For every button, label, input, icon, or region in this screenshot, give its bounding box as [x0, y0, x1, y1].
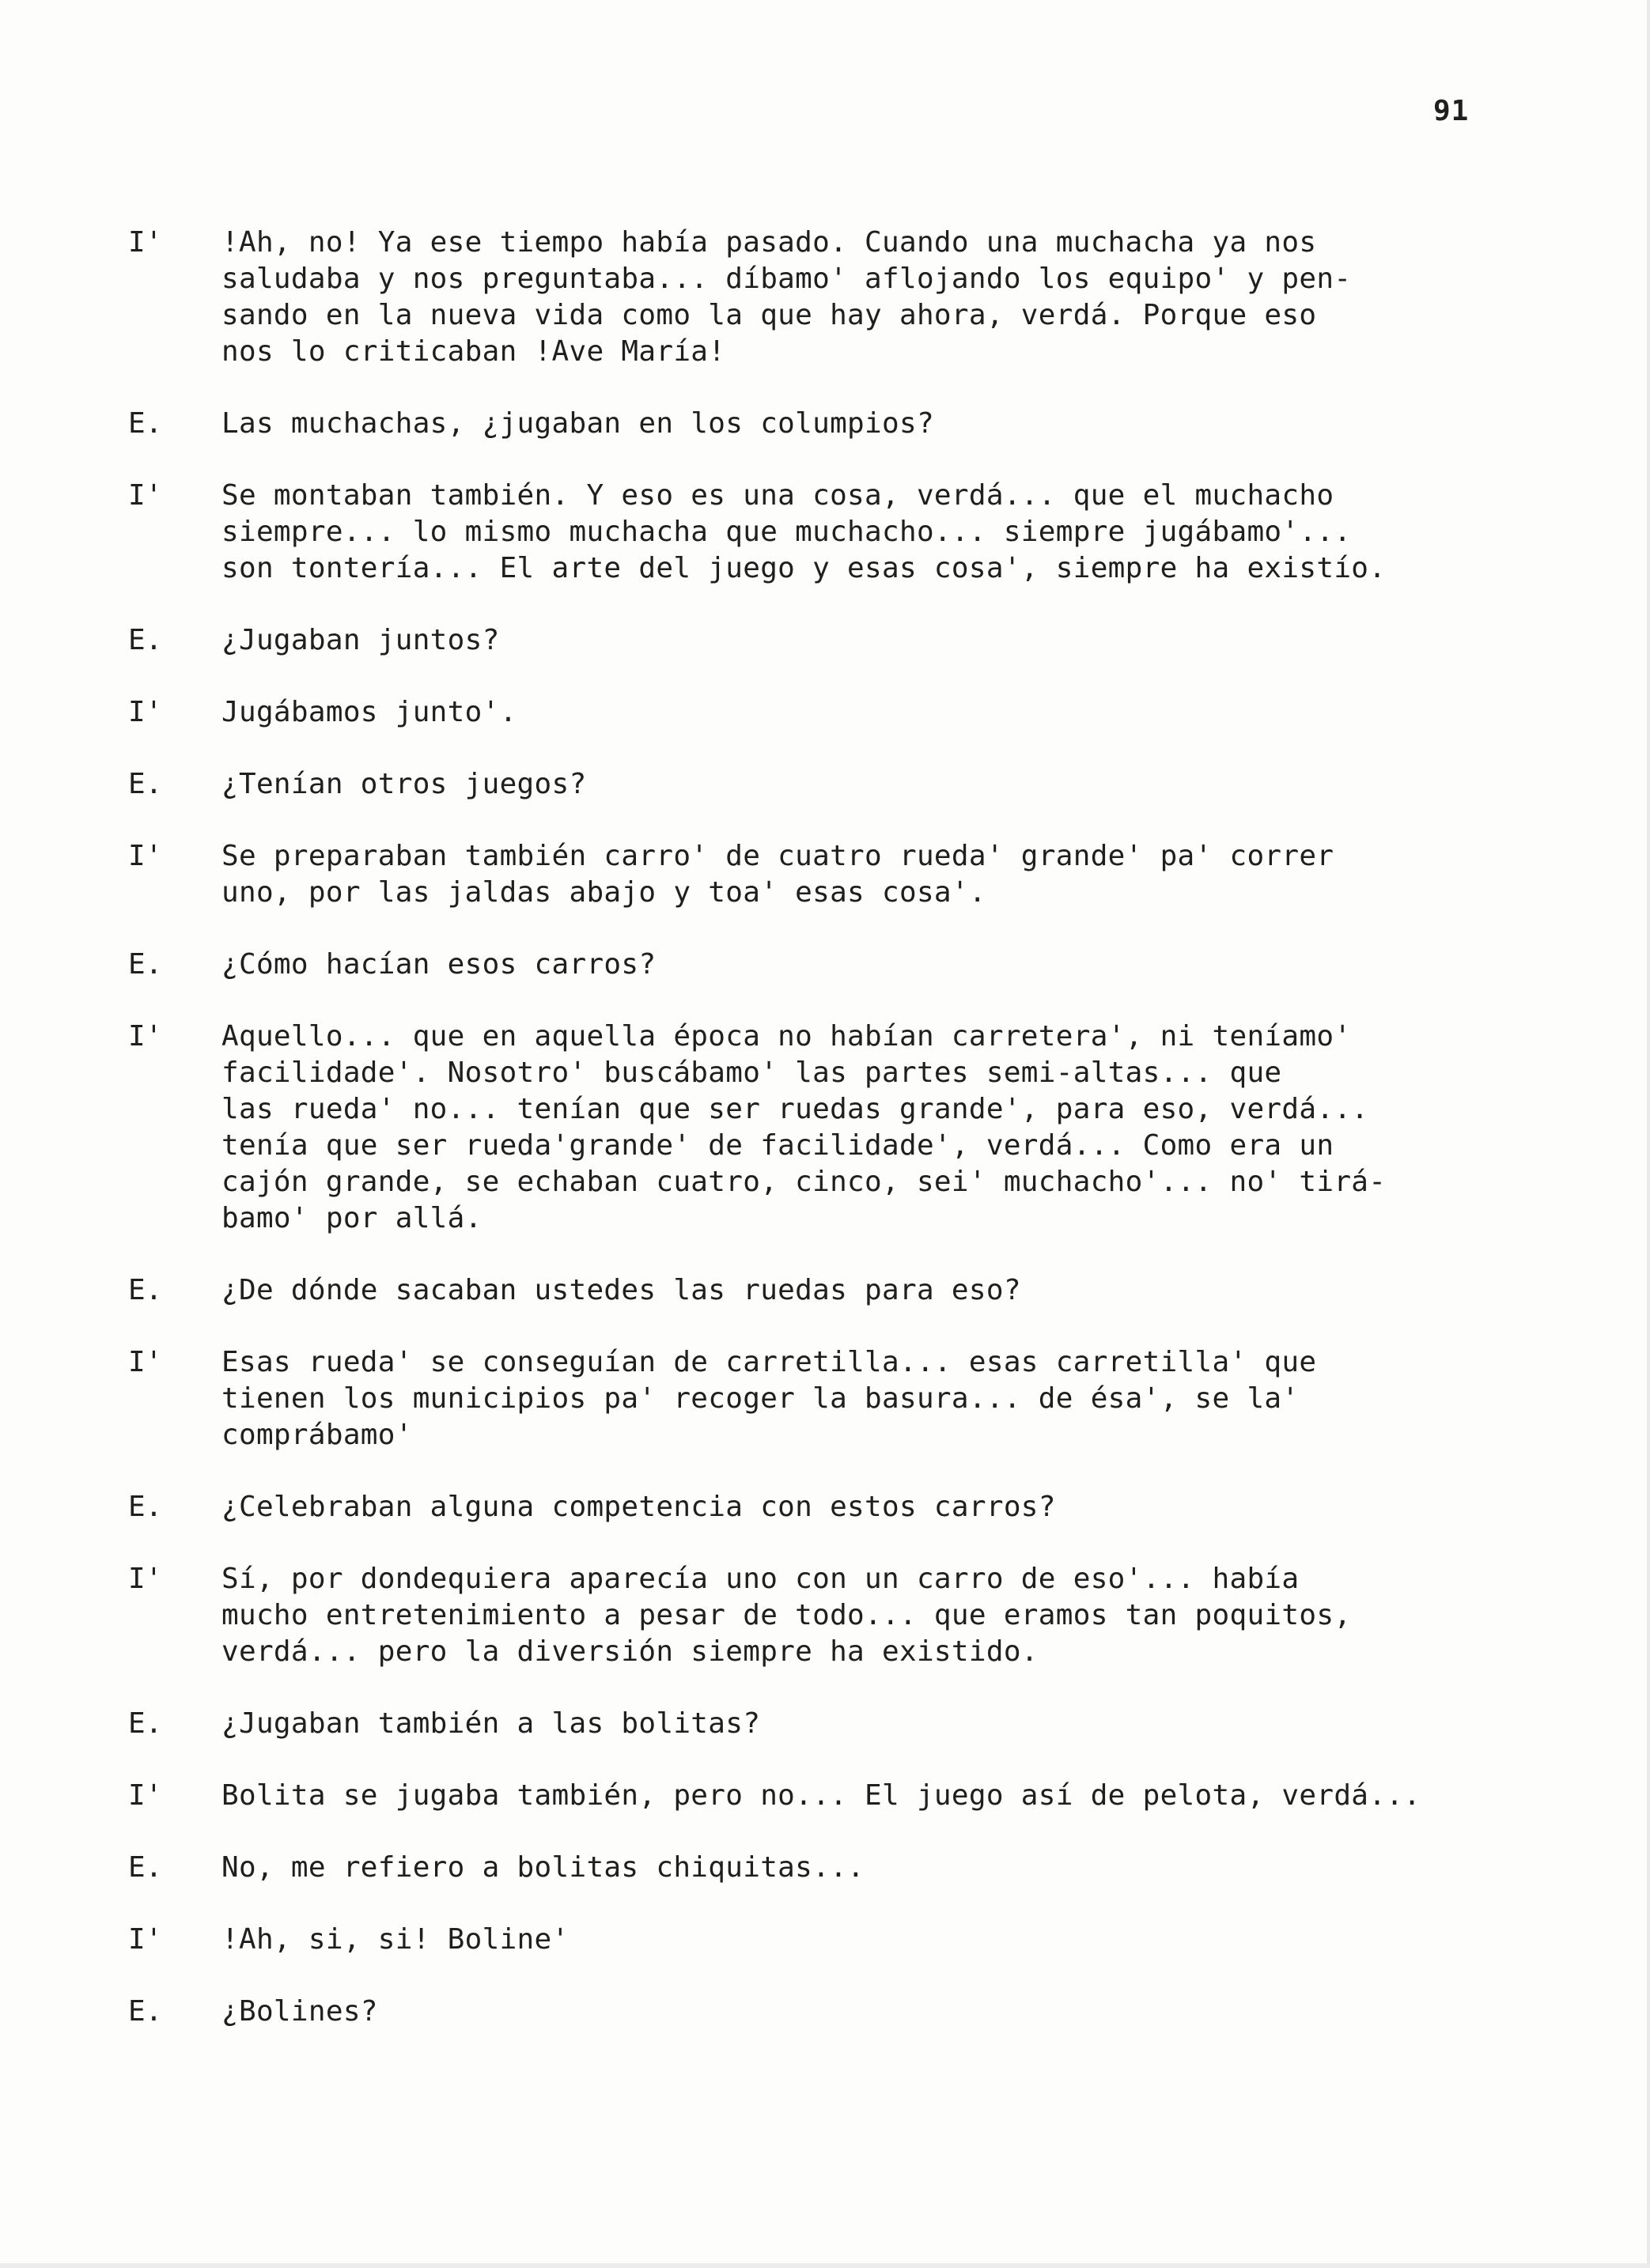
speaker-label: E.	[128, 1707, 163, 1740]
text-line: nos lo criticaban !Ave María!	[221, 335, 726, 368]
speaker-label: I'	[128, 840, 163, 872]
dialogue-turn	[128, 947, 1489, 983]
text-line: ¿Bolines?	[221, 1995, 378, 2028]
text-line: mucho entretenimiento a pesar de todo... que eramos tan poquitos,	[221, 1599, 1352, 1631]
text-line: comprábamo'	[221, 1419, 413, 1451]
speaker-label: I'	[128, 226, 163, 259]
text-line: Las muchachas, ¿jugaban en los columpios?	[221, 407, 934, 440]
dialogue-turn	[128, 838, 1489, 911]
dialogue-turn	[128, 1019, 1489, 1237]
text-line: Jugábamos junto'.	[221, 696, 517, 728]
text-line: saludaba y nos preguntaba... díbamo' aflojando los equipo' y pen-	[221, 263, 1352, 295]
speaker-label: E.	[128, 1274, 163, 1306]
speaker-label: I'	[128, 1346, 163, 1378]
text-line: facilidade'. Nosotro' buscábamo' las partes semi-altas... que	[221, 1057, 1282, 1089]
dialogue-turn	[128, 1561, 1489, 1670]
page-number: 91	[1433, 95, 1470, 127]
text-line: Esas rueda' se conseguían de carretilla... esas carretilla' que	[221, 1346, 1317, 1378]
utterance-text	[221, 947, 1489, 983]
text-line: sando en la nueva vida como la que hay ahora, verdá. Porque eso	[221, 299, 1317, 331]
dialogue-turn	[128, 1272, 1489, 1309]
text-line: ¿Jugaban juntos?	[221, 624, 500, 656]
dialogue-turn	[128, 1922, 1489, 1958]
utterance-text	[221, 1706, 1489, 1742]
utterance-text	[221, 478, 1489, 587]
dialogue-turn	[128, 478, 1489, 587]
utterance-text	[221, 1561, 1489, 1670]
speaker-label: E.	[128, 407, 163, 440]
speaker-label: E.	[128, 624, 163, 656]
utterance-text	[221, 838, 1489, 911]
text-line: tienen los municipios pa' recoger la basura... de ésa', se la'	[221, 1382, 1300, 1415]
text-line: !Ah, no! Ya ese tiempo había pasado. Cuando una muchacha ya nos	[221, 226, 1317, 259]
dialogue-turn	[128, 225, 1489, 370]
text-line: Se preparaban también carro' de cuatro rueda' grande' pa' correr	[221, 840, 1334, 872]
speaker-label: I'	[128, 1563, 163, 1595]
utterance-text	[221, 406, 1489, 442]
speaker-label: E.	[128, 1851, 163, 1884]
text-line: verdá... pero la diversión siempre ha existido.	[221, 1635, 1039, 1668]
text-line: ¿De dónde sacaban ustedes las ruedas para eso?	[221, 1274, 1021, 1306]
utterance-text	[221, 1489, 1489, 1525]
text-line: uno, por las jaldas abajo y toa' esas cosa'.	[221, 876, 986, 909]
speaker-label: I'	[128, 1020, 163, 1053]
dialogue-turn	[128, 1489, 1489, 1525]
dialogue-turn	[128, 1850, 1489, 1886]
speaker-label: E.	[128, 1995, 163, 2028]
utterance-text	[221, 1850, 1489, 1886]
text-line: cajón grande, se echaban cuatro, cinco, sei' muchacho'... no' tirá-	[221, 1166, 1387, 1198]
text-line: Aquello... que en aquella época no habían carretera', ni teníamo'	[221, 1020, 1352, 1053]
text-line: tenía que ser rueda'grande' de facilidade', verdá... Como era un	[221, 1129, 1334, 1162]
text-line: ¿Cómo hacían esos carros?	[221, 948, 657, 981]
text-line: !Ah, si, si! Boline'	[221, 1923, 570, 1956]
text-line: siempre... lo mismo muchacha que muchacho... siempre jugábamo'...	[221, 516, 1352, 548]
speaker-label: E.	[128, 1491, 163, 1523]
text-line: No, me refiero a bolitas chiquitas...	[221, 1851, 865, 1884]
dialogue-turn	[128, 1994, 1489, 2030]
dialogue-turn	[128, 1706, 1489, 1742]
dialogue-turn	[128, 1344, 1489, 1453]
utterance-text	[221, 225, 1489, 370]
utterance-text	[221, 1994, 1489, 2030]
speaker-label: I'	[128, 1923, 163, 1956]
dialogue-turn	[128, 1778, 1489, 1814]
text-line: Bolita se jugaba también, pero no... El juego así de pelota, verdá...	[221, 1779, 1421, 1812]
utterance-text	[221, 1344, 1489, 1453]
utterance-text	[221, 1019, 1489, 1237]
utterance-text	[221, 766, 1489, 803]
utterance-text	[221, 694, 1489, 731]
speaker-label: I'	[128, 696, 163, 728]
text-line: ¿Jugaban también a las bolitas?	[221, 1707, 761, 1740]
dialogue-turn	[128, 766, 1489, 803]
utterance-text	[221, 1272, 1489, 1309]
scan-edge-right	[1647, 0, 1650, 2268]
utterance-text	[221, 1922, 1489, 1958]
interview-transcript	[128, 225, 1489, 2066]
speaker-label: E.	[128, 768, 163, 800]
text-line: ¿Tenían otros juegos?	[221, 768, 587, 800]
speaker-label: I'	[128, 1779, 163, 1812]
dialogue-turn	[128, 406, 1489, 442]
text-line: Se montaban también. Y eso es una cosa, verdá... que el muchacho	[221, 479, 1334, 512]
speaker-label: E.	[128, 948, 163, 981]
dialogue-turn	[128, 694, 1489, 731]
text-line: ¿Celebraban alguna competencia con estos carros?	[221, 1491, 1056, 1523]
speaker-label: I'	[128, 479, 163, 512]
text-line: Sí, por dondequiera aparecía uno con un carro de eso'... había	[221, 1563, 1300, 1595]
utterance-text	[221, 622, 1489, 659]
dialogue-turn	[128, 622, 1489, 659]
text-line: son tontería... El arte del juego y esas cosa', siempre ha existío.	[221, 552, 1387, 584]
utterance-text	[221, 1778, 1489, 1814]
text-line: bamo' por allá.	[221, 1202, 483, 1234]
text-line: las rueda' no... tenían que ser ruedas grande', para eso, verdá...	[221, 1093, 1369, 1125]
scan-edge-bottom	[0, 2263, 1650, 2268]
